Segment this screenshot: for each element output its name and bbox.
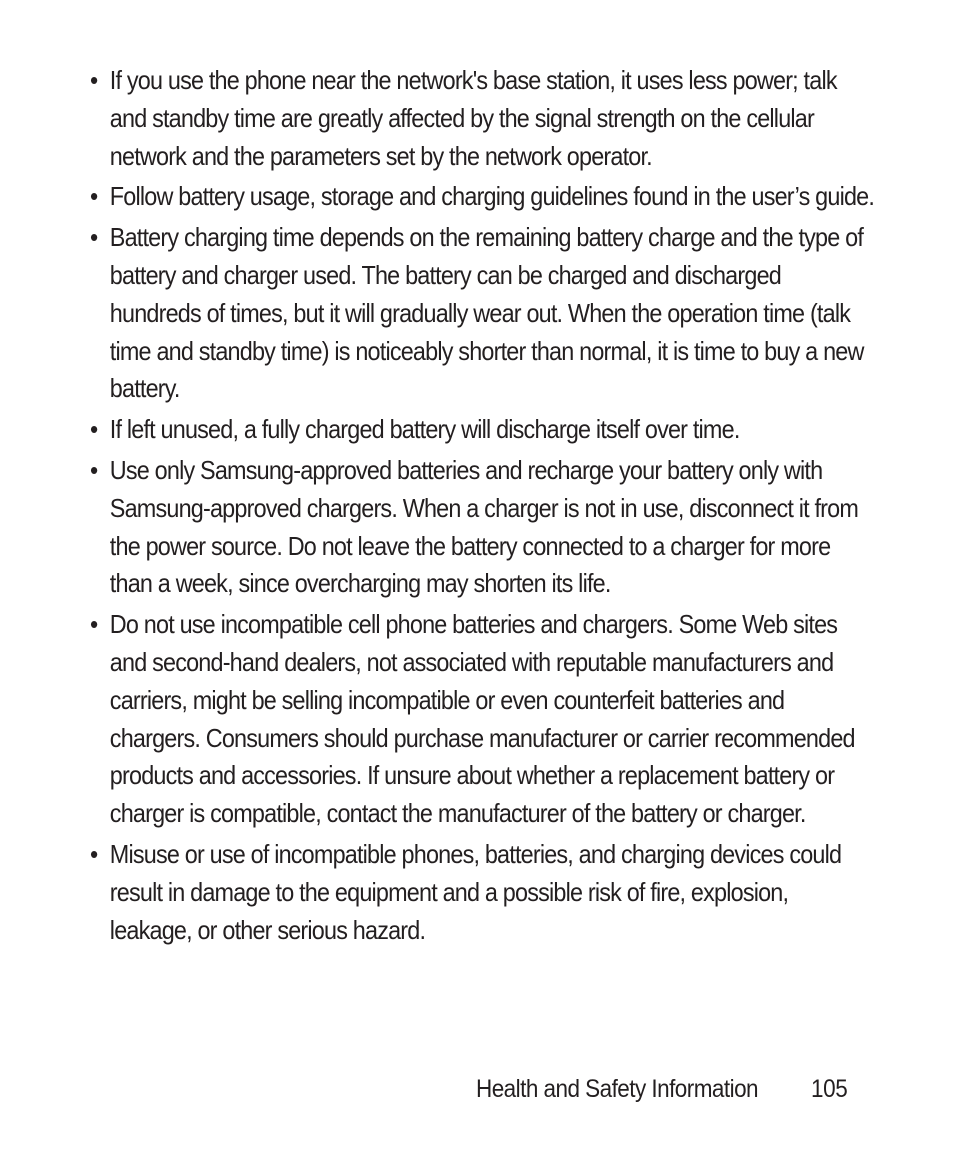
battery-guidelines-list	[90, 62, 875, 952]
list-item-text: Misuse or use of incompatible phones, batteries, and charging devices could result in damage to the equipment and a possible risk of fire, explosion, leakage, or other serious hazard.	[109, 838, 842, 945]
bullet-icon: •	[90, 838, 98, 869]
list-item	[90, 606, 875, 833]
bullet-icon: •	[90, 65, 98, 95]
list-item-text: If left unused, a fully charged battery will discharge itself over time.	[109, 414, 740, 445]
bullet-icon: •	[90, 609, 98, 640]
list-item-text: If you use the phone near the network's base station, it uses less power; talk and standby time are greatly affected by the signal strength on the cellular network and the parameters set by the network operator.	[109, 65, 837, 171]
list-item-text: Battery charging time depends on the remaining battery charge and the type of battery and charger used. The battery can be charged and discharged hundreds of times, but it will gradually wear out. When the operation time (talk time and standby time) is noticeably shorter than normal, it is time to buy a new battery.	[109, 222, 864, 404]
list-item	[90, 62, 875, 175]
bullet-icon: •	[90, 181, 98, 212]
list-item-text: Follow battery usage, storage and charging guidelines found in the user’s guide.	[109, 181, 875, 212]
list-item	[90, 178, 875, 216]
list-item	[90, 411, 875, 449]
page-number: 105	[811, 1075, 848, 1103]
bullet-icon: •	[90, 414, 98, 445]
bullet-icon: •	[90, 222, 98, 253]
page-footer	[0, 1073, 954, 1109]
list-item	[90, 836, 875, 949]
bullet-icon: •	[90, 454, 98, 485]
list-item-text: Use only Samsung-approved batteries and recharge your battery only with Samsung-approved chargers. When a charger is not in use, disconnect it from the power source. Do not leave the battery connected to a charger for more than a week, since overcharging may shorten its life.	[109, 454, 859, 599]
list-item-text: Do not use incompatible cell phone batteries and chargers. Some Web sites and second-hand dealers, not associated with reputable manufacturers and carriers, might be selling incompatible or even counterfeit batteries and chargers. Consumers should purchase manufacturer or carrier recommended products and accessories. If unsure about whether a replacement battery or charger is compatible, contact the manufacturer of the battery or charger.	[109, 609, 855, 829]
list-item	[90, 452, 875, 603]
footer-section-title: Health and Safety Information	[476, 1075, 759, 1103]
list-item	[90, 219, 875, 408]
